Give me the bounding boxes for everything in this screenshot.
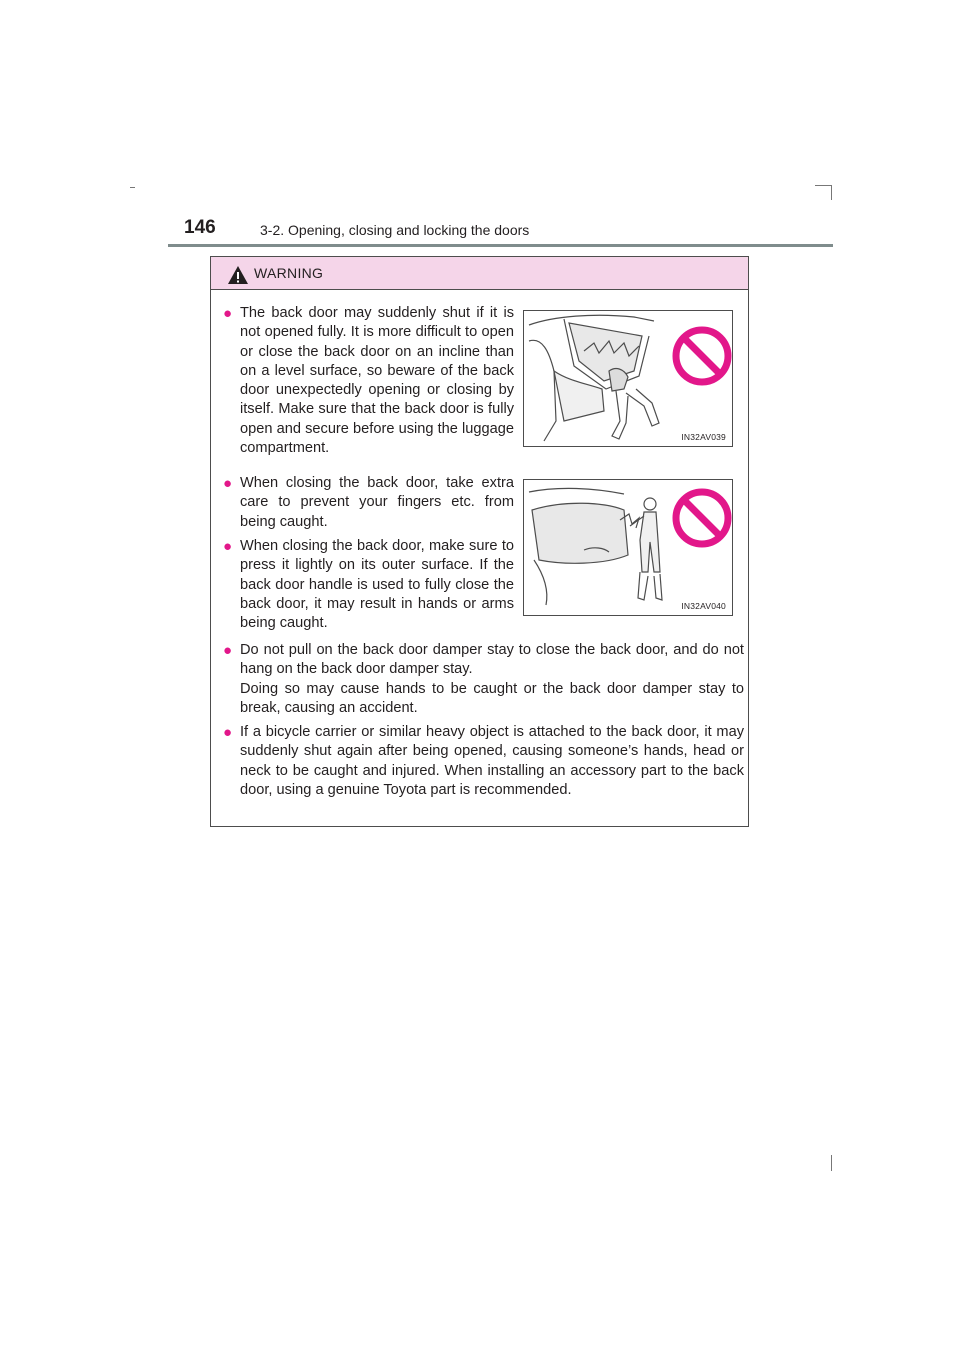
- header-rule: [168, 244, 833, 247]
- crop-mark-bottom-right: [831, 1155, 832, 1171]
- crop-mark-top-left: [130, 187, 135, 188]
- prohibition-sign-icon: [676, 492, 728, 544]
- back-door-illustration-1: [524, 311, 732, 446]
- figure-code: IN32AV040: [681, 601, 726, 611]
- warning-item-3: [223, 537, 514, 633]
- back-door-illustration-2: [524, 480, 732, 615]
- warning-item-text: The back door may suddenly shut if it is not opened fully. It is more difficult to open or close the back door on an incline than on a level surface, so beware of the back door unexpectedly opening or closing by itself. Make sure that the back door is fully open and secure before using the luggage compartment.: [240, 305, 514, 457]
- bullet-icon: ●: [223, 538, 233, 555]
- page-number: 146: [184, 217, 216, 238]
- crop-mark-top-right-v: [831, 185, 832, 200]
- prohibition-sign-icon: [676, 330, 728, 382]
- warning-label: WARNING: [254, 265, 324, 281]
- warning-header: [211, 257, 748, 290]
- bullet-icon: ●: [223, 724, 233, 741]
- bullet-icon: ●: [223, 642, 233, 659]
- warning-item-5: [223, 723, 744, 800]
- warning-item-2: [223, 474, 514, 532]
- warning-item-1: [223, 304, 514, 458]
- warning-item-4: [223, 641, 744, 718]
- crop-mark-top-right-h: [815, 185, 832, 186]
- warning-box: [210, 256, 749, 827]
- warning-item-text: If a bicycle carrier or similar heavy object is attached to the back door, it may suddenly shut again after being opened, causing someone’s hands, head or neck to be caught and injured. When installing an accessory part to the back door, using a genuine Toyota part is recommended.: [240, 724, 744, 798]
- figure-closing-back-door: [523, 479, 733, 616]
- warning-item-text: When closing the back door, make sure to press it lightly on its outer surface. If the back door handle is used to fully close the back door, it may result in hands or arms being caught.: [240, 538, 514, 632]
- figure-code: IN32AV039: [681, 432, 726, 442]
- bullet-icon: ●: [223, 475, 233, 492]
- section-title: 3-2. Opening, closing and locking the doors: [260, 222, 530, 238]
- warning-triangle-icon: [227, 265, 249, 285]
- warning-item-text: When closing the back door, take extra care to prevent your fingers etc. from being caught.: [240, 475, 514, 530]
- warning-item-text: Do not pull on the back door damper stay to close the back door, and do not hang on the back door damper stay.: [240, 642, 744, 678]
- figure-back-door-shut: [523, 310, 733, 447]
- warning-item-text-2: Doing so may cause hands to be caught or the back door damper stay to break, causing an accident.: [240, 680, 744, 716]
- bullet-icon: ●: [223, 305, 233, 322]
